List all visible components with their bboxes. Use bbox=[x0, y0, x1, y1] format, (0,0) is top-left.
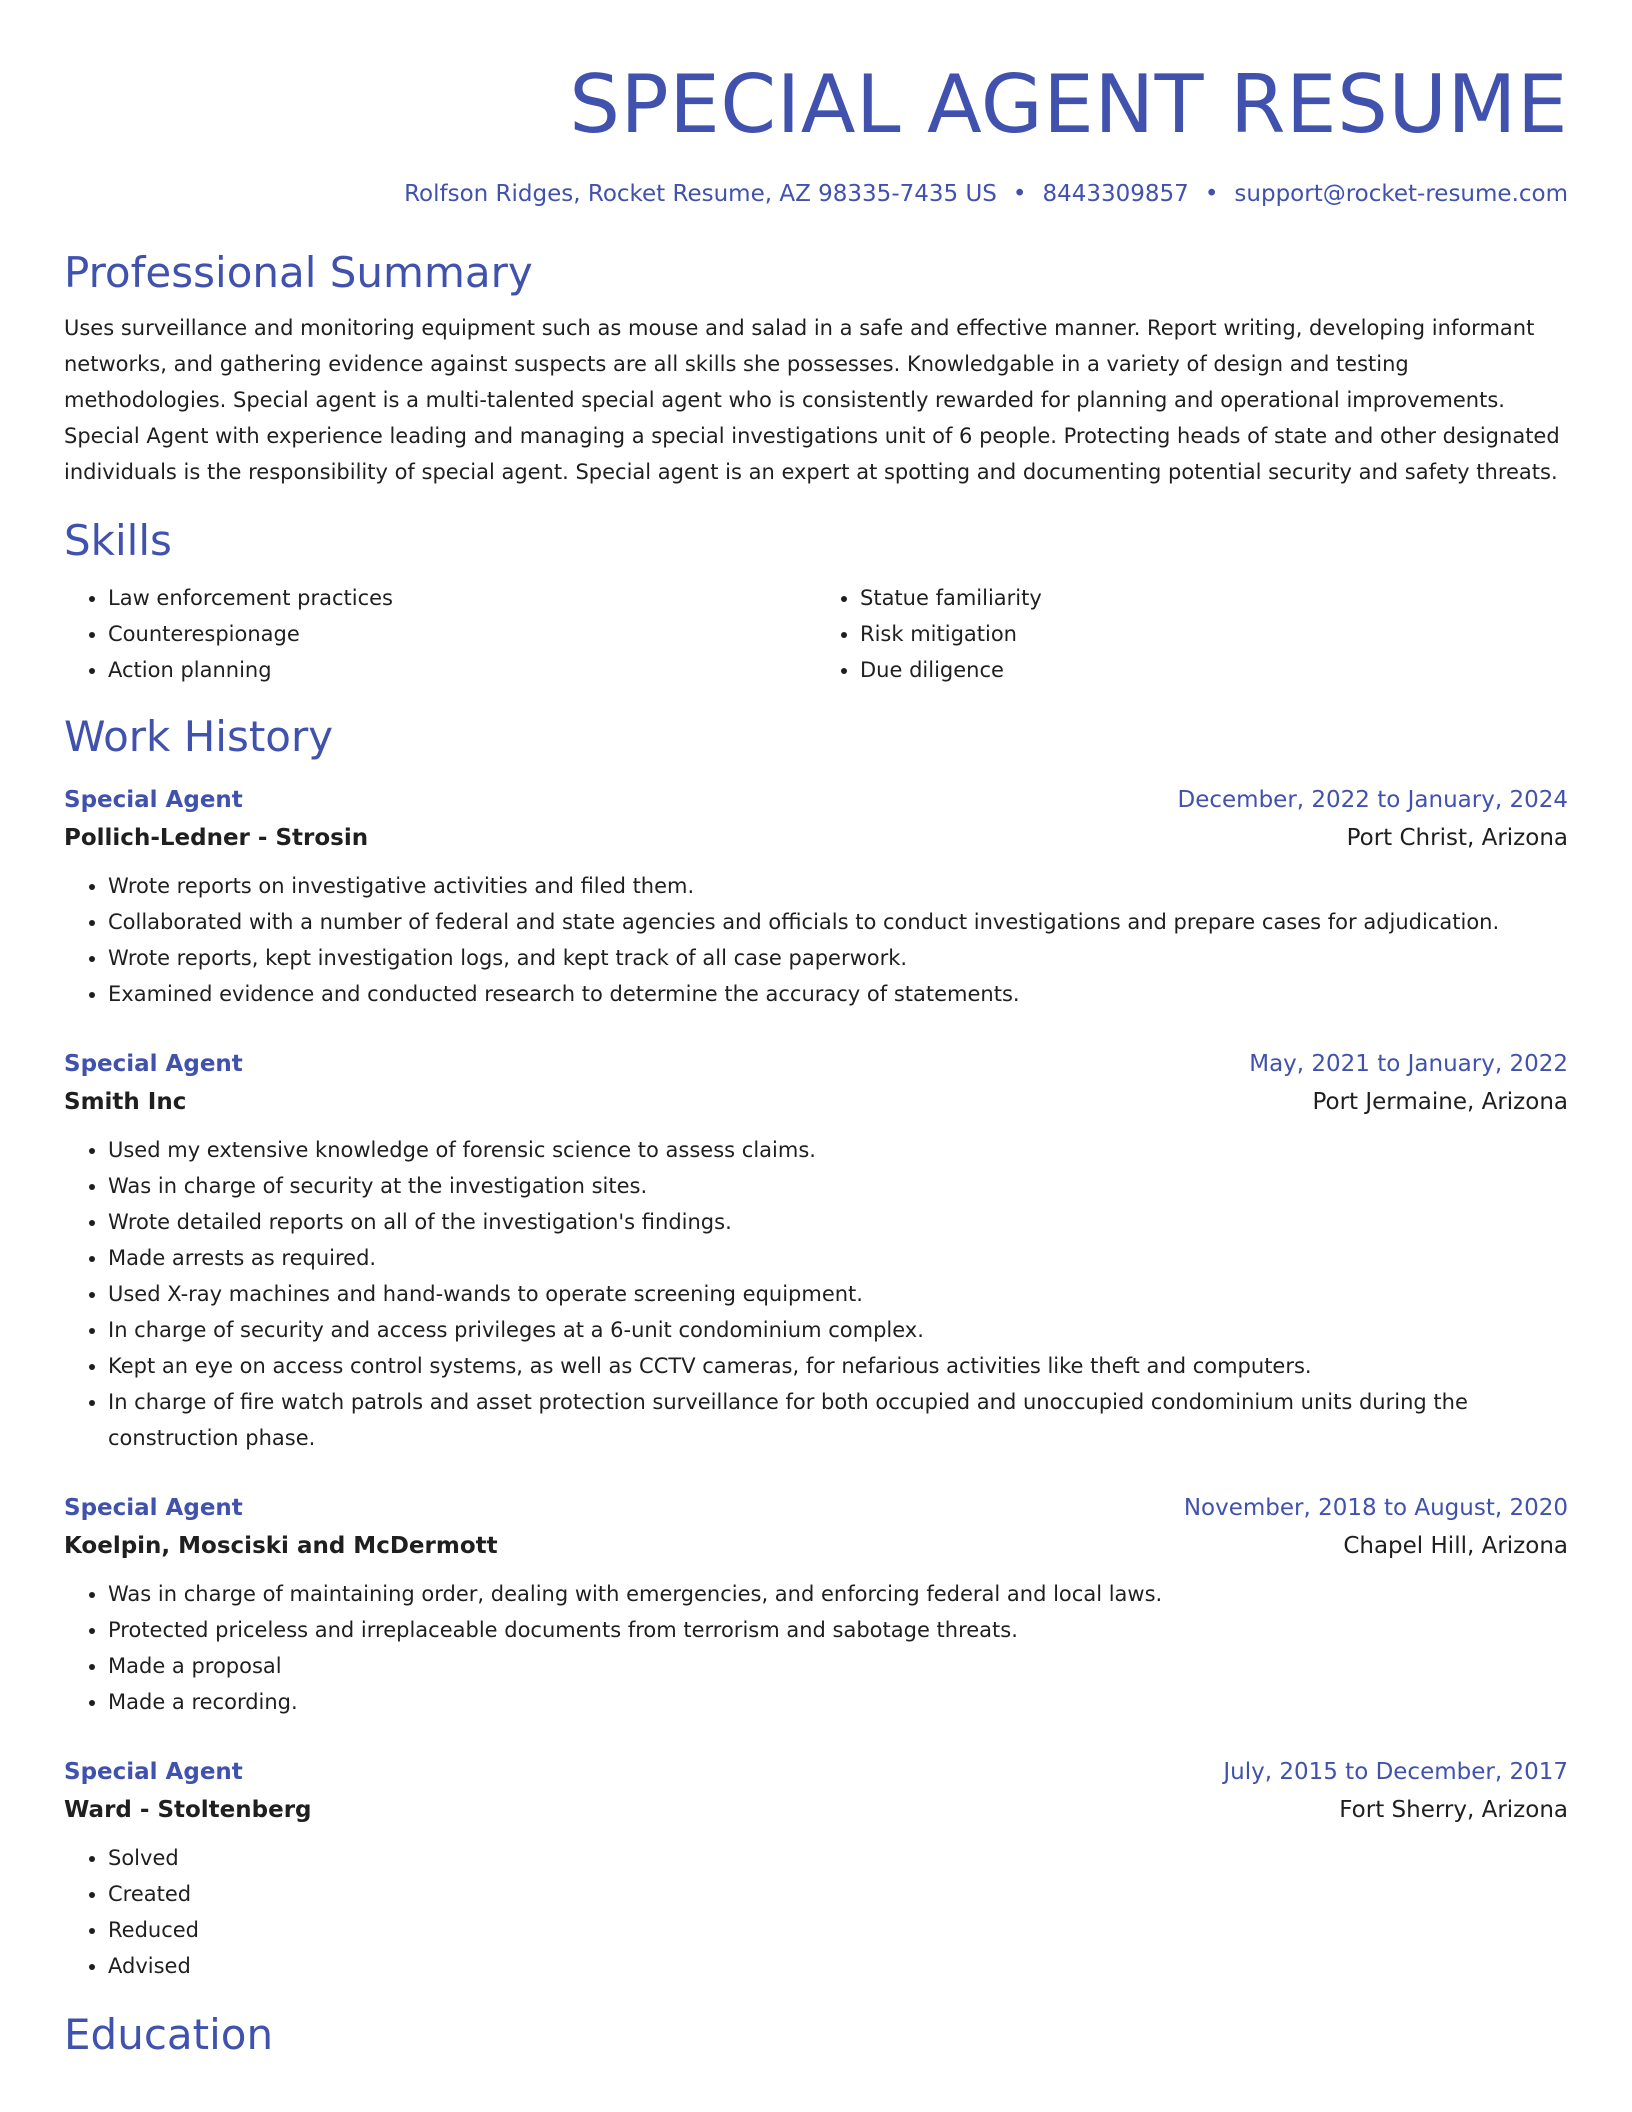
job-company-row bbox=[64, 1790, 1568, 1830]
work-history-heading: Work History bbox=[64, 712, 334, 761]
job-bullet: • Examined evidence and conducted research to determine the accuracy of statements. bbox=[108, 976, 1568, 1012]
job-dates: July, 2015 to December, 2017 bbox=[1223, 1759, 1568, 1785]
job-title: Special Agent bbox=[64, 1495, 243, 1521]
skills-heading: Skills bbox=[64, 516, 172, 565]
job-header-row bbox=[64, 782, 1568, 818]
job-dates: December, 2022 to January, 2024 bbox=[1177, 787, 1568, 813]
contact-email: support@rocket-resume.com bbox=[1234, 181, 1568, 207]
job-header-row bbox=[64, 1046, 1568, 1082]
job-header-row bbox=[64, 1754, 1568, 1790]
job-location: Port Christ, Arizona bbox=[1346, 825, 1568, 851]
contact-separator: • bbox=[1012, 181, 1027, 207]
summary-text: Uses surveillance and monitoring equipment such as mouse and salad in a safe and effective manner. Report writing, developing informant networks, and gathering evidence against suspects are all skills she possesses. Knowledgable in a variety of design and testing methodologies. Special agent is a multi-talented special agent who is consistently rewarded for planning and operational improvements. Special Agent with experience leading and managing a special investigations unit of 6 people. Protecting heads of state and other designated individuals is the responsibility of special agent. Special agent is an expert at spotting and documenting potential security and safety threats. bbox=[64, 316, 1560, 484]
job-bullets bbox=[64, 1132, 1568, 1456]
job-location: Chapel Hill, Arizona bbox=[1343, 1533, 1568, 1559]
job-bullet: • Wrote detailed reports on all of the investigation's findings. bbox=[108, 1204, 1568, 1240]
job-bullet: • Kept an eye on access control systems, as well as CCTV cameras, for nefarious activities like theft and computers. bbox=[108, 1348, 1568, 1384]
job-dates: November, 2018 to August, 2020 bbox=[1183, 1495, 1568, 1521]
skill-item: • Action planning bbox=[108, 652, 816, 688]
skills-column-left bbox=[64, 580, 816, 688]
skill-item: • Counterespionage bbox=[108, 616, 816, 652]
job-title: Special Agent bbox=[64, 1759, 243, 1785]
job-bullet: • Protected priceless and irreplaceable documents from terrorism and sabotage threats. bbox=[108, 1612, 1568, 1648]
job-bullet: • Advised bbox=[108, 1948, 1568, 1984]
job-entry bbox=[64, 782, 1568, 1012]
job-company: Pollich-Ledner - Strosin bbox=[64, 825, 369, 851]
job-header-row bbox=[64, 1490, 1568, 1526]
job-title: Special Agent bbox=[64, 1051, 243, 1077]
job-bullets bbox=[64, 1576, 1568, 1720]
job-title: Special Agent bbox=[64, 787, 243, 813]
job-bullet: • Wrote reports on investigative activities and filed them. bbox=[108, 868, 1568, 904]
job-company-row bbox=[64, 1526, 1568, 1566]
job-bullet: • Solved bbox=[108, 1840, 1568, 1876]
contact-line bbox=[64, 178, 1568, 210]
job-bullet: • In charge of security and access privileges at a 6-unit condominium complex. bbox=[108, 1312, 1568, 1348]
job-bullet: • Made arrests as required. bbox=[108, 1240, 1568, 1276]
job-location: Fort Sherry, Arizona bbox=[1339, 1797, 1568, 1823]
education-heading: Education bbox=[64, 2010, 274, 2059]
job-bullet: • Was in charge of security at the investigation sites. bbox=[108, 1168, 1568, 1204]
skill-item: • Statue familiarity bbox=[860, 580, 1568, 616]
job-bullet: • Used my extensive knowledge of forensic science to assess claims. bbox=[108, 1132, 1568, 1168]
job-dates: May, 2021 to January, 2022 bbox=[1249, 1051, 1568, 1077]
job-bullet: • Used X-ray machines and hand-wands to operate screening equipment. bbox=[108, 1276, 1568, 1312]
skill-item: • Law enforcement practices bbox=[108, 580, 816, 616]
resume-title: SPECIAL AGENT RESUME bbox=[569, 58, 1568, 151]
job-bullet: • Created bbox=[108, 1876, 1568, 1912]
skills-list bbox=[64, 580, 1568, 688]
job-company: Smith Inc bbox=[64, 1089, 187, 1115]
job-company: Ward - Stoltenberg bbox=[64, 1797, 312, 1823]
job-company-row bbox=[64, 818, 1568, 858]
contact-address: Rolfson Ridges, Rocket Resume, AZ 98335-7435 US bbox=[404, 181, 997, 207]
job-entry bbox=[64, 1490, 1568, 1720]
summary-heading: Professional Summary bbox=[64, 248, 533, 297]
job-bullet: • Collaborated with a number of federal and state agencies and officials to conduct investigations and prepare cases for adjudication. bbox=[108, 904, 1568, 940]
job-bullet: • Made a proposal bbox=[108, 1648, 1568, 1684]
job-location: Port Jermaine, Arizona bbox=[1312, 1089, 1568, 1115]
job-bullet: • Made a recording. bbox=[108, 1684, 1568, 1720]
job-bullet: • Was in charge of maintaining order, dealing with emergencies, and enforcing federal and local laws. bbox=[108, 1576, 1568, 1612]
job-entry bbox=[64, 1046, 1568, 1456]
job-bullets bbox=[64, 868, 1568, 1012]
job-bullet: • Wrote reports, kept investigation logs, and kept track of all case paperwork. bbox=[108, 940, 1568, 976]
skill-item: • Risk mitigation bbox=[860, 616, 1568, 652]
skill-item: • Due diligence bbox=[860, 652, 1568, 688]
job-bullet: • Reduced bbox=[108, 1912, 1568, 1948]
skills-column-right bbox=[816, 580, 1568, 688]
contact-separator: • bbox=[1204, 181, 1219, 207]
job-entry bbox=[64, 1754, 1568, 1984]
job-company: Koelpin, Mosciski and McDermott bbox=[64, 1533, 498, 1559]
contact-phone: 8443309857 bbox=[1042, 181, 1189, 207]
job-bullet: • In charge of fire watch patrols and asset protection surveillance for both occupied and unoccupied condominium units during the construction phase. bbox=[108, 1384, 1568, 1456]
job-bullets bbox=[64, 1840, 1568, 1984]
job-company-row bbox=[64, 1082, 1568, 1122]
